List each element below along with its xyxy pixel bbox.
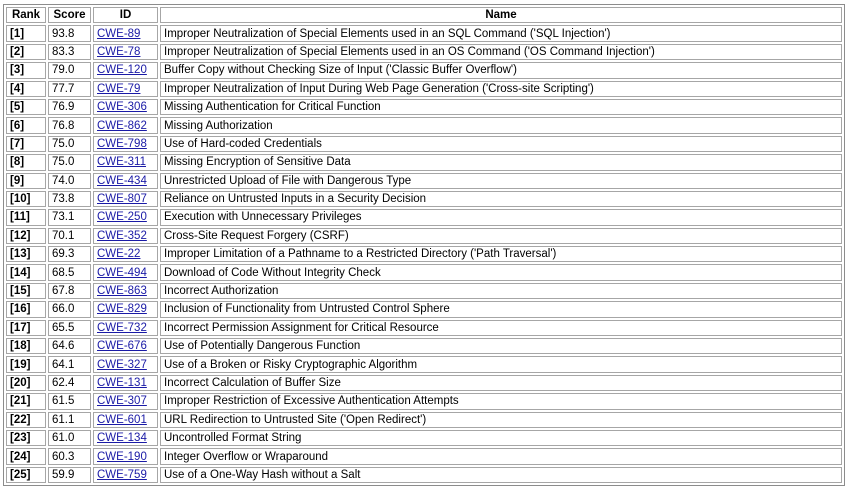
score-cell: 73.8 xyxy=(48,191,91,207)
score-cell: 83.3 xyxy=(48,44,91,60)
id-cell xyxy=(93,320,158,336)
name-column-header: Name xyxy=(160,7,842,23)
cwe-id-link[interactable]: CWE-676 xyxy=(97,340,147,353)
table-row xyxy=(6,412,842,428)
id-cell xyxy=(93,191,158,207)
rank-cell: [8] xyxy=(6,154,46,170)
cwe-id-link[interactable]: CWE-89 xyxy=(97,27,141,40)
table-row xyxy=(6,81,842,97)
rank-cell: [7] xyxy=(6,136,46,152)
cwe-id-link[interactable]: CWE-862 xyxy=(97,119,147,132)
cwe-id-link[interactable]: CWE-798 xyxy=(97,137,147,150)
name-cell: Incorrect Permission Assignment for Critical Resource xyxy=(160,320,842,336)
name-cell: Cross-Site Request Forgery (CSRF) xyxy=(160,228,842,244)
table-row xyxy=(6,283,842,299)
cwe-id-link[interactable]: CWE-829 xyxy=(97,303,147,316)
rank-cell: [18] xyxy=(6,338,46,354)
cwe-id-link[interactable]: CWE-78 xyxy=(97,45,141,58)
rank-cell: [10] xyxy=(6,191,46,207)
name-cell: Unrestricted Upload of File with Dangerous Type xyxy=(160,173,842,189)
table-row xyxy=(6,356,842,372)
score-cell: 76.8 xyxy=(48,117,91,133)
score-cell: 76.9 xyxy=(48,99,91,115)
name-cell: Use of a Broken or Risky Cryptographic Algorithm xyxy=(160,356,842,372)
cwe-id-link[interactable]: CWE-120 xyxy=(97,64,147,77)
name-cell: URL Redirection to Untrusted Site ('Open Redirect') xyxy=(160,412,842,428)
id-cell xyxy=(93,154,158,170)
table-row xyxy=(6,301,842,317)
rank-cell: [3] xyxy=(6,62,46,78)
name-cell: Improper Neutralization of Special Elements used in an SQL Command ('SQL Injection') xyxy=(160,25,842,41)
name-cell: Missing Authentication for Critical Function xyxy=(160,99,842,115)
score-cell: 70.1 xyxy=(48,228,91,244)
score-cell: 66.0 xyxy=(48,301,91,317)
table-row xyxy=(6,173,842,189)
score-cell: 73.1 xyxy=(48,209,91,225)
id-column-header: ID xyxy=(93,7,158,23)
cwe-id-link[interactable]: CWE-131 xyxy=(97,377,147,389)
table-row xyxy=(6,25,842,41)
score-cell: 69.3 xyxy=(48,246,91,262)
rank-cell: [1] xyxy=(6,25,46,41)
rank-cell: [4] xyxy=(6,81,46,97)
id-cell xyxy=(93,301,158,317)
table-row xyxy=(6,375,842,391)
rank-cell: [20] xyxy=(6,375,46,391)
rank-cell: [2] xyxy=(6,44,46,60)
table-header-row xyxy=(6,7,842,23)
cwe-id-link[interactable]: CWE-22 xyxy=(97,248,141,261)
id-cell xyxy=(93,228,158,244)
name-cell: Improper Neutralization of Input During Web Page Generation ('Cross-site Scripting') xyxy=(160,81,842,97)
table-row xyxy=(6,320,842,336)
id-cell xyxy=(93,283,158,299)
name-cell: Incorrect Authorization xyxy=(160,283,842,299)
name-cell: Use of a One-Way Hash without a Salt xyxy=(160,467,842,483)
cwe-id-link[interactable]: CWE-863 xyxy=(97,285,147,298)
score-cell: 62.4 xyxy=(48,375,91,391)
score-cell: 77.7 xyxy=(48,81,91,97)
score-cell: 64.6 xyxy=(48,338,91,354)
score-column-header: Score xyxy=(48,7,91,23)
name-cell: Improper Neutralization of Special Elements used in an OS Command ('OS Command Injection') xyxy=(160,44,842,60)
name-cell: Download of Code Without Integrity Check xyxy=(160,264,842,280)
table-body xyxy=(6,25,842,483)
cwe-id-link[interactable]: CWE-434 xyxy=(97,174,147,187)
score-cell: 61.0 xyxy=(48,430,91,446)
id-cell xyxy=(93,448,158,464)
cwe-id-link[interactable]: CWE-732 xyxy=(97,321,147,334)
rank-column-header: Rank xyxy=(6,7,46,23)
name-cell: Uncontrolled Format String xyxy=(160,430,842,446)
id-cell xyxy=(93,44,158,60)
rank-cell: [15] xyxy=(6,283,46,299)
cwe-id-link[interactable]: CWE-352 xyxy=(97,229,147,242)
cwe-id-link[interactable]: CWE-311 xyxy=(97,156,146,169)
name-cell: Missing Encryption of Sensitive Data xyxy=(160,154,842,170)
id-cell xyxy=(93,264,158,280)
score-cell: 65.5 xyxy=(48,320,91,336)
rank-cell: [22] xyxy=(6,412,46,428)
id-cell xyxy=(93,246,158,262)
id-cell xyxy=(93,117,158,133)
score-cell: 68.5 xyxy=(48,264,91,280)
score-cell: 59.9 xyxy=(48,467,91,483)
id-cell xyxy=(93,136,158,152)
name-cell: Use of Potentially Dangerous Function xyxy=(160,338,842,354)
cwe-id-link[interactable]: CWE-327 xyxy=(97,358,147,371)
rank-cell: [25] xyxy=(6,467,46,483)
table-row xyxy=(6,430,842,446)
score-cell: 67.8 xyxy=(48,283,91,299)
rank-cell: [12] xyxy=(6,228,46,244)
rank-cell: [16] xyxy=(6,301,46,317)
name-cell: Use of Hard-coded Credentials xyxy=(160,136,842,152)
id-cell xyxy=(93,338,158,354)
score-cell: 61.5 xyxy=(48,393,91,409)
name-cell: Execution with Unnecessary Privileges xyxy=(160,209,842,225)
rank-cell: [17] xyxy=(6,320,46,336)
score-cell: 75.0 xyxy=(48,136,91,152)
name-cell: Inclusion of Functionality from Untrusted Control Sphere xyxy=(160,301,842,317)
name-cell: Missing Authorization xyxy=(160,117,842,133)
cwe-id-link[interactable]: CWE-307 xyxy=(97,395,147,408)
table-row xyxy=(6,99,842,115)
id-cell xyxy=(93,356,158,372)
id-cell xyxy=(93,467,158,483)
id-cell xyxy=(93,25,158,41)
cwe-id-link[interactable]: CWE-134 xyxy=(97,432,147,445)
name-cell: Improper Limitation of a Pathname to a Restricted Directory ('Path Traversal') xyxy=(160,246,842,262)
id-cell xyxy=(93,430,158,446)
id-cell xyxy=(93,412,158,428)
rank-cell: [11] xyxy=(6,209,46,225)
id-cell xyxy=(93,173,158,189)
cwe-id-link[interactable]: CWE-250 xyxy=(97,211,147,224)
cwe-id-link[interactable]: CWE-306 xyxy=(97,101,147,114)
cwe-id-link[interactable]: CWE-807 xyxy=(97,193,147,206)
score-cell: 74.0 xyxy=(48,173,91,189)
rank-cell: [5] xyxy=(6,99,46,115)
table-row xyxy=(6,467,842,483)
rank-cell: [21] xyxy=(6,393,46,409)
name-cell: Integer Overflow or Wraparound xyxy=(160,448,842,464)
cwe-id-link[interactable]: CWE-494 xyxy=(97,266,147,279)
name-cell: Buffer Copy without Checking Size of Input ('Classic Buffer Overflow') xyxy=(160,62,842,78)
name-cell: Improper Restriction of Excessive Authentication Attempts xyxy=(160,393,842,409)
table-row xyxy=(6,62,842,78)
score-cell: 93.8 xyxy=(48,25,91,41)
rank-cell: [13] xyxy=(6,246,46,262)
table-row xyxy=(6,191,842,207)
rank-cell: [24] xyxy=(6,448,46,464)
table-row xyxy=(6,228,842,244)
rank-cell: [23] xyxy=(6,430,46,446)
id-cell xyxy=(93,99,158,115)
rank-cell: [6] xyxy=(6,117,46,133)
cwe-id-link[interactable]: CWE-190 xyxy=(97,450,147,463)
table-row xyxy=(6,338,842,354)
cwe-top25-table xyxy=(3,4,845,486)
cwe-id-link[interactable]: CWE-79 xyxy=(97,82,141,95)
rank-cell: [19] xyxy=(6,356,46,372)
name-cell: Reliance on Untrusted Inputs in a Security Decision xyxy=(160,191,842,207)
table-row xyxy=(6,117,842,133)
name-cell: Incorrect Calculation of Buffer Size xyxy=(160,375,842,391)
table-row xyxy=(6,209,842,225)
table-row xyxy=(6,136,842,152)
rank-cell: [9] xyxy=(6,173,46,189)
score-cell: 61.1 xyxy=(48,412,91,428)
table-row xyxy=(6,246,842,262)
cwe-id-link[interactable]: CWE-759 xyxy=(97,468,147,481)
score-cell: 60.3 xyxy=(48,448,91,464)
score-cell: 75.0 xyxy=(48,154,91,170)
table-row xyxy=(6,154,842,170)
table-row xyxy=(6,448,842,464)
table-row xyxy=(6,44,842,60)
cwe-id-link[interactable]: CWE-601 xyxy=(97,413,147,426)
id-cell xyxy=(93,375,158,391)
table-row xyxy=(6,393,842,409)
id-cell xyxy=(93,393,158,409)
id-cell xyxy=(93,81,158,97)
id-cell xyxy=(93,62,158,78)
table-row xyxy=(6,264,842,280)
id-cell xyxy=(93,209,158,225)
score-cell: 79.0 xyxy=(48,62,91,78)
score-cell: 64.1 xyxy=(48,356,91,372)
rank-cell: [14] xyxy=(6,264,46,280)
